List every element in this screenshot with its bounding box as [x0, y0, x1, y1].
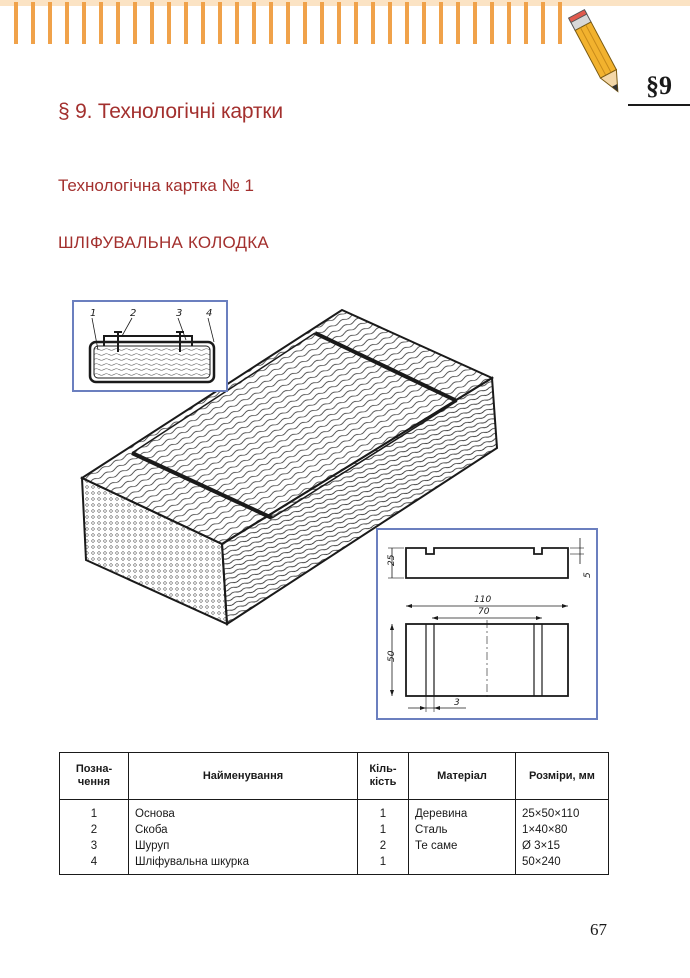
header-name: Найменування	[129, 753, 358, 800]
item-title: ШЛІФУВАЛЬНА КОЛОДКА	[58, 233, 269, 252]
dim-overall-length: 110	[474, 595, 492, 605]
callout-2: 2	[130, 308, 137, 319]
page-number: 67	[590, 920, 607, 939]
table-row: 3 Шуруп 2 Те саме Ø 3×15	[60, 838, 609, 854]
dim-width: 50	[387, 650, 397, 662]
table-row: 2 Скоба 1 Сталь 1×40×80	[60, 822, 609, 838]
header-num: Позна- чення	[60, 753, 129, 800]
dim-height-side: 25	[387, 554, 397, 566]
header-size: Розміри, мм	[516, 753, 609, 800]
dim-groove-width: 3	[454, 698, 460, 708]
header-qty: Кіль- кість	[358, 753, 409, 800]
table-row: 4 Шліфувальна шкурка 1 50×240	[60, 854, 609, 875]
technical-drawing	[376, 528, 598, 720]
callout-3: 3	[176, 308, 183, 319]
table-header-row	[60, 753, 609, 800]
dim-inner-length: 70	[478, 607, 490, 617]
table-row: 1 Основа 1 Деревина 25×50×110	[60, 800, 609, 823]
header-material: Матеріал	[409, 753, 516, 800]
callout-1: 1	[90, 308, 97, 319]
section-badge: §9	[628, 68, 690, 106]
dim-groove-depth: 5	[583, 572, 593, 578]
card-title: Технологічна картка № 1	[58, 176, 254, 195]
specification-table	[59, 752, 609, 875]
callout-4: 4	[206, 308, 213, 319]
cross-section-detail	[72, 300, 228, 392]
pencil-icon	[567, 4, 631, 109]
page-title: § 9. Технологічні картки	[58, 100, 283, 123]
